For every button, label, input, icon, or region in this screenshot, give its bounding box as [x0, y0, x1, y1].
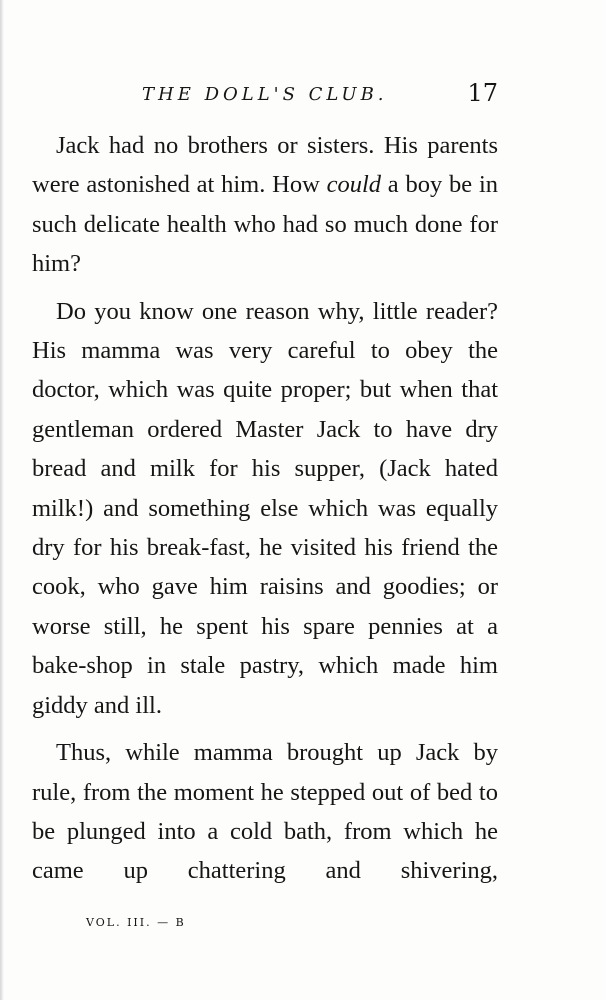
paragraph-3: Thus, while mamma brought up Jack by rule, from the moment he stepped out of bed to be plunged into a cold bath, from which he came up chattering and shivering,: [32, 739, 498, 885]
signature-mark: VOL. III. — B: [86, 916, 186, 929]
page-gutter-shadow: [0, 0, 4, 1000]
running-head: [32, 79, 498, 114]
paragraph-1-emphasis: could: [326, 171, 382, 199]
body-text: [32, 126, 498, 891]
page-number: 17: [467, 79, 498, 107]
paragraph-2: Do you know one reason why, little reader? His mamma was very careful to obey the doctor, which was quite proper; but when that gentleman ordered Master Jack to have dry bread and milk for his supper, (Jack hated milk!) and something else which was equally dry for his break-fast, he visited his friend the cook, who gave him raisins and goodies; or worse still, he spent his spare pennies at a bake-shop in stale pastry, which made him giddy and ill.: [32, 297, 498, 719]
paragraph-1: [32, 126, 498, 284]
paragraph-1-text-b: a boy be in such delicate health who had so much done for him?: [32, 171, 499, 278]
paragraph-1-text-a: Jack had no brothers or sisters. His parents were astonished at him. How: [32, 132, 498, 199]
running-head-title: THE DOLL'S CLUB.: [142, 84, 388, 105]
